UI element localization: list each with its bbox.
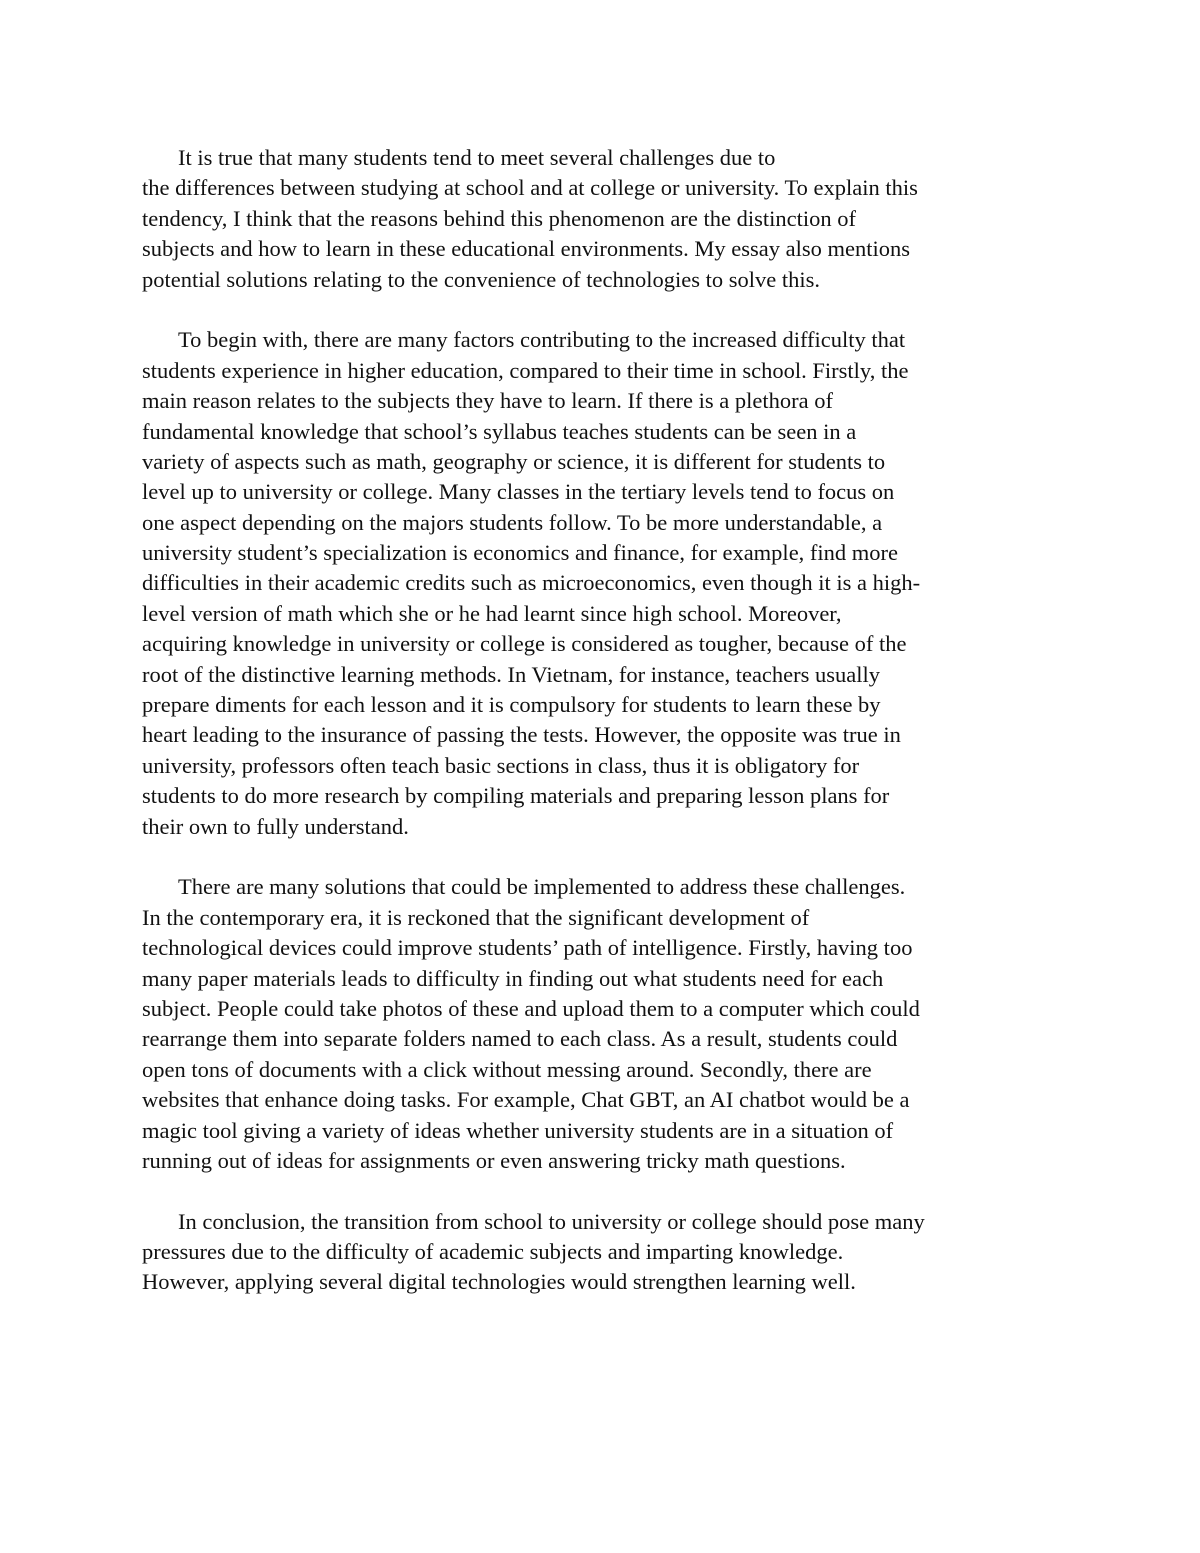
essay-paragraph <box>142 325 1072 842</box>
paragraph-line: open tons of documents with a click without messing around. Secondly, there are <box>142 1056 872 1082</box>
paragraph-line: subjects and how to learn in these educational environments. My essay also mentions <box>142 236 910 262</box>
paragraph-line: websites that enhance doing tasks. For example, Chat GBT, an AI chatbot would be a <box>142 1087 910 1113</box>
paragraph-line: pressures due to the difficulty of academic subjects and imparting knowledge. <box>142 1239 844 1265</box>
paragraph-line: students to do more research by compiling materials and preparing lesson plans for <box>142 783 890 809</box>
paragraph-line: fundamental knowledge that school’s syllabus teaches students can be seen in a <box>142 418 857 444</box>
paragraph-line: root of the distinctive learning methods. In Vietnam, for instance, teachers usually <box>142 661 881 687</box>
essay-paragraph <box>142 1207 1072 1298</box>
paragraph-line: In conclusion, the transition from school to university or college should pose many <box>178 1208 925 1234</box>
paragraph-line: main reason relates to the subjects they have to learn. If there is a plethora of <box>142 388 833 414</box>
essay-paragraph <box>142 143 1072 295</box>
essay-body <box>142 143 1072 1328</box>
paragraph-line: rearrange them into separate folders named to each class. As a result, students could <box>142 1026 898 1052</box>
paragraph-line: their own to fully understand. <box>142 813 409 839</box>
paragraph-line: level version of math which she or he had learnt since high school. Moreover, <box>142 600 842 626</box>
paragraph-line: However, applying several digital technologies would strengthen learning well. <box>142 1269 856 1295</box>
essay-paragraph <box>142 872 1072 1176</box>
paragraph-line: variety of aspects such as math, geography or science, it is different for students to <box>142 448 886 474</box>
paragraph-line: technological devices could improve students’ path of intelligence. Firstly, having too <box>142 935 913 961</box>
paragraph-line: difficulties in their academic credits such as microeconomics, even though it is a high- <box>142 570 921 596</box>
paragraph-line: heart leading to the insurance of passing the tests. However, the opposite was true in <box>142 722 901 748</box>
paragraph-line: prepare diments for each lesson and it is compulsory for students to learn these by <box>142 692 881 718</box>
paragraph-line: the differences between studying at school and at college or university. To explain this <box>142 175 918 201</box>
paragraph-line: running out of ideas for assignments or even answering tricky math questions. <box>142 1147 846 1173</box>
paragraph-line: magic tool giving a variety of ideas whether university students are in a situation of <box>142 1117 894 1143</box>
paragraph-line: level up to university or college. Many classes in the tertiary levels tend to focus on <box>142 479 895 505</box>
paragraph-line: In the contemporary era, it is reckoned that the significant development of <box>142 904 810 930</box>
paragraph-line: tendency, I think that the reasons behind this phenomenon are the distinction of <box>142 205 856 231</box>
paragraph-line: It is true that many students tend to meet several challenges due to <box>178 145 776 170</box>
paragraph-line: students experience in higher education, compared to their time in school. Firstly, the <box>142 357 909 383</box>
paragraph-line: one aspect depending on the majors students follow. To be more understandable, a <box>142 509 883 535</box>
paragraph-line: many paper materials leads to difficulty in finding out what students need for each <box>142 965 884 991</box>
paragraph-line: potential solutions relating to the convenience of technologies to solve this. <box>142 266 820 292</box>
paragraph-line: To begin with, there are many factors contributing to the increased difficulty that <box>178 327 906 353</box>
paragraph-line: There are many solutions that could be implemented to address these challenges. <box>178 874 906 900</box>
paragraph-line: university, professors often teach basic sections in class, thus it is obligatory for <box>142 752 860 778</box>
paragraph-line: acquiring knowledge in university or college is considered as tougher, because of the <box>142 631 907 657</box>
paragraph-line: university student’s specialization is economics and finance, for example, find more <box>142 540 899 566</box>
paragraph-line: subject. People could take photos of these and upload them to a computer which could <box>142 995 920 1021</box>
